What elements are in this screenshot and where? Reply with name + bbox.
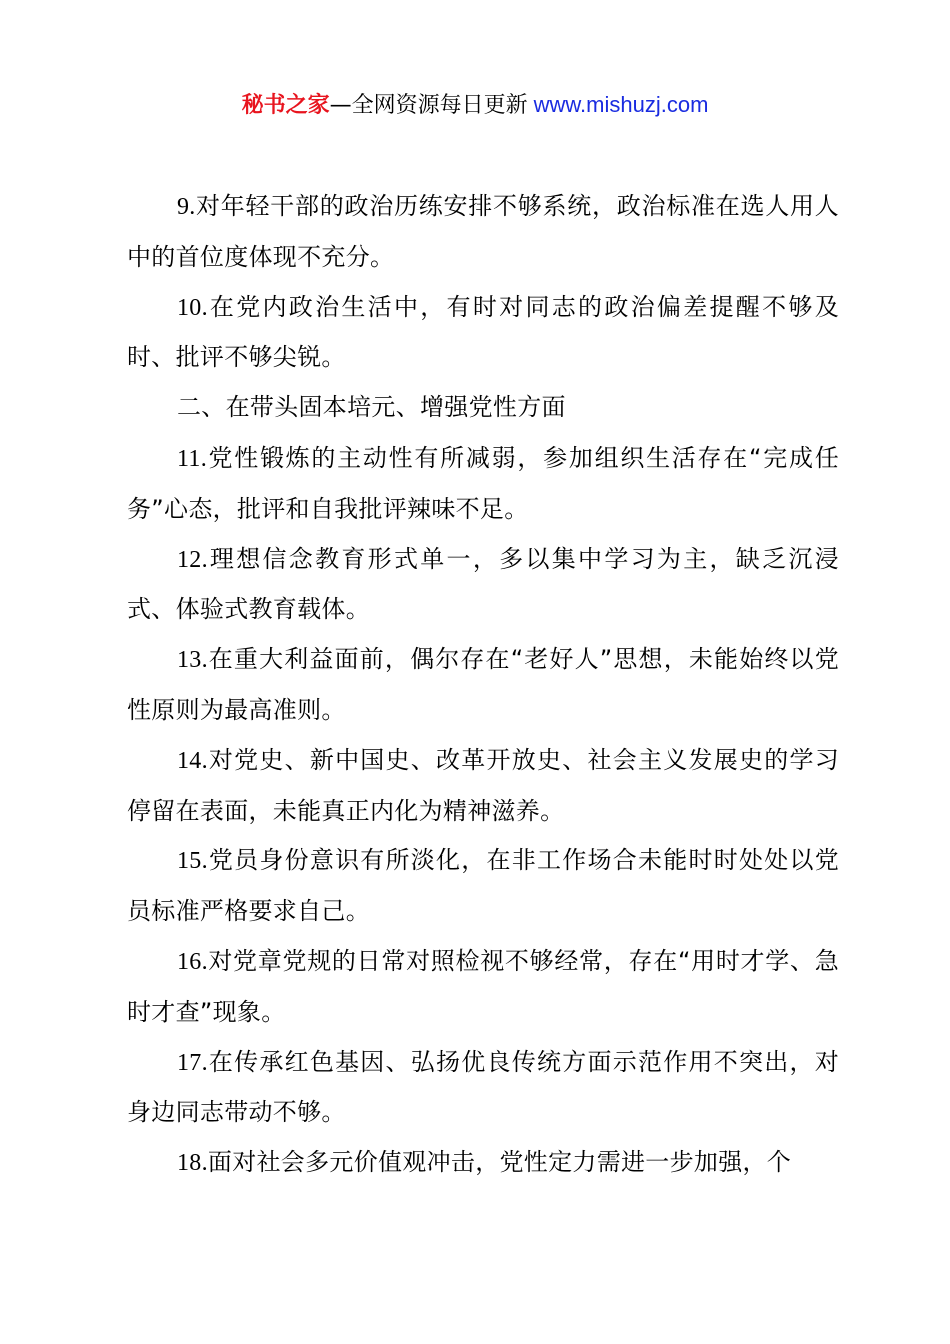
paragraph-12 <box>127 535 839 636</box>
paragraph-text: 对年轻干部的政治历练安排不够系统，政治标准在选人用人中的首位度体现不充分。 <box>127 192 839 271</box>
paragraph-16 <box>127 937 839 1038</box>
page-header <box>0 88 950 123</box>
paragraph-text: 面对社会多元价值观冲击，党性定力需进一步加强，个 <box>207 1148 792 1177</box>
paragraph-13 <box>127 635 839 736</box>
paragraph-text: 在传承红色基因、弘扬优良传统方面示范作用不突出，对身边同志带动不够。 <box>127 1047 839 1127</box>
paragraph-text: 在重大利益面前，偶尔存在“老好人”思想，未能始终以党性原则为最高准则。 <box>127 645 839 724</box>
website-link[interactable]: www.mishuzj.com <box>533 92 709 117</box>
paragraph-text: 对党章党规的日常对照检视不够经常，存在“用时才学、急时才查”现象。 <box>127 946 839 1026</box>
header-slogan: —全网资源每日更新 <box>329 93 528 118</box>
item-number: 17. <box>177 1049 208 1076</box>
paragraph-9 <box>127 182 839 283</box>
paragraph-14 <box>127 736 839 837</box>
paragraph-15 <box>127 836 839 937</box>
section-heading-text: 二、在带头固本培元、增强党性方面 <box>177 393 566 422</box>
item-number: 12. <box>177 546 208 573</box>
paragraph-text: 对党史、新中国史、改革开放史、社会主义发展史的学习停留在表面，未能真正内化为精神滋养。 <box>127 745 839 825</box>
section-heading <box>127 383 839 434</box>
paragraph-10 <box>127 283 839 384</box>
document-body <box>127 182 839 1189</box>
paragraph-text: 理想信念教育形式单一，多以集中学习为主，缺乏沉浸式、体验式教育载体。 <box>127 544 839 624</box>
brand-name: 秘书之家 <box>241 93 330 118</box>
paragraph-text: 党性锻炼的主动性有所减弱，参加组织生活存在“完成任务”心态，批评和自我批评辣味不足。 <box>127 443 839 523</box>
item-number: 13. <box>177 647 208 674</box>
item-number: 18. <box>177 1150 208 1177</box>
item-number: 15. <box>177 848 208 875</box>
paragraph-text: 党员身份意识有所淡化，在非工作场合未能时时处处以党员标准严格要求自己。 <box>127 846 839 926</box>
item-number: 9. <box>177 194 196 220</box>
item-number: 11. <box>177 445 208 472</box>
paragraph-11 <box>127 434 839 535</box>
paragraph-text: 在党内政治生活中，有时对同志的政治偏差提醒不够及时、批评不够尖锐。 <box>127 292 839 372</box>
paragraph-17 <box>127 1038 839 1139</box>
item-number: 14. <box>177 747 208 774</box>
paragraph-18 <box>127 1138 839 1189</box>
item-number: 16. <box>177 948 208 975</box>
item-number: 10. <box>177 294 208 321</box>
